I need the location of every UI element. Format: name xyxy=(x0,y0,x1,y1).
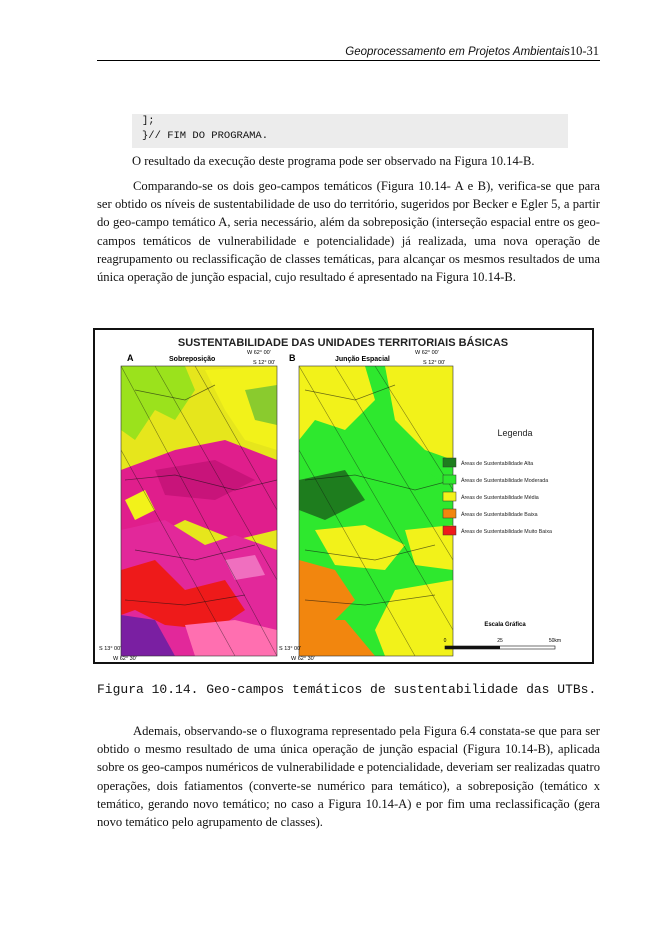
legend-swatch xyxy=(443,526,456,535)
map-a-coord-bottom-lon: W 62° 30' xyxy=(113,656,137,662)
scale-title: Escala Gráfica xyxy=(484,622,526,628)
scale-tick-25: 25 xyxy=(497,638,503,644)
legend-swatch xyxy=(443,509,456,518)
paragraph-conclusion: Ademais, observando-se o fluxograma representado pela Figura 6.4 constata-se que para ser obtido o mesmo resultado de uma única operação de junção espacial (Figura 10.14-B), aplicada sobre os geo-campos numéricos de vulnerabilidade e potencialidade, deveriam ser realizadas quatro operações, dois fatiamentos (converte-se numérico para temático), a sobreposição (temático x temático, gerando novo temático; no caso a Figura 10.14-A) e por fim uma reclassificação (gera novo temático pelo agrupamento de classes). xyxy=(97,724,600,830)
legend-title: Legenda xyxy=(497,428,533,438)
scale-bar xyxy=(444,622,562,649)
legend-label: Áreas de Sustentabilidade Moderada xyxy=(461,478,549,484)
code-block xyxy=(132,114,568,148)
scale-tick-0: 0 xyxy=(443,638,447,644)
map-legend xyxy=(443,428,552,535)
map-b-coord-bottom-lat: S 13° 00' xyxy=(279,646,302,652)
map-a-label: Sobreposição xyxy=(169,356,216,363)
map-b xyxy=(279,350,453,662)
map-b-coord-top-lon: W 62° 00' xyxy=(415,350,439,356)
code-line: ]; xyxy=(142,115,155,127)
page-number: 10-31 xyxy=(569,44,599,58)
header-rule xyxy=(97,60,600,61)
figure-map xyxy=(93,328,594,664)
map-b-letter: B xyxy=(289,353,296,363)
legend-swatch xyxy=(443,492,456,501)
legend-label: Áreas de Sustentabilidade Média xyxy=(461,495,539,501)
map-b-coord-top-lat: S 12° 00' xyxy=(423,360,446,366)
scale-tick-50: 50km xyxy=(548,638,562,644)
map-a-coord-bottom-lat: S 13° 00' xyxy=(99,646,122,652)
legend-label: Áreas de Sustentabilidade Muito Baixa xyxy=(461,529,552,535)
legend-label: Áreas de Sustentabilidade Alta xyxy=(461,461,534,467)
paragraph-comparison: Comparando-se os dois geo-campos temáticos (Figura 10.14- A e B), verifica-se que para ser obtido os níveis de sustentabilidade de uso do território, sugeridos por Becker e Egler 5, a partir do geo-campo temático A, seria necessário, além da sobreposição (interseção espacial entre os geo-campos temáticos de vulnerabilidade e potencialidade) já realizada, uma nova operação de reagrupamento ou reclassificação de classes temáticas, para alcançar os mesmos resultados de uma única operação de junção espacial, cujo resultado é apresentado na Figura 10.14-B. xyxy=(97,179,600,285)
legend-swatch xyxy=(443,475,456,484)
legend-label: Áreas de Sustentabilidade Baixa xyxy=(461,512,538,518)
running-title: Geoprocessamento em Projetos Ambientais xyxy=(345,46,570,58)
map-a-coord-top-lat: S 12° 00' xyxy=(253,360,276,366)
code-line: }// FIM DO PROGRAMA. xyxy=(142,130,269,142)
running-header xyxy=(345,44,599,59)
map-a xyxy=(99,350,277,662)
map-b-coord-bottom-lon: W 62° 30' xyxy=(291,656,315,662)
map-figure-svg xyxy=(95,330,592,662)
scale-bar-fill xyxy=(445,646,500,649)
legend-swatch xyxy=(443,458,456,467)
map-a-letter: A xyxy=(127,353,134,363)
figure-caption: Figura 10.14. Geo-campos temáticos de sustentabilidade das UTBs. xyxy=(97,682,597,697)
figure-title: SUSTENTABILIDADE DAS UNIDADES TERRITORIAIS BÁSICAS xyxy=(177,337,509,349)
map-a-coord-top-lon: W 62° 00' xyxy=(247,350,271,356)
map-b-label: Junção Espacial xyxy=(335,356,390,363)
paragraph-result: O resultado da execução deste programa pode ser observado na Figura 10.14-B. xyxy=(132,154,535,168)
